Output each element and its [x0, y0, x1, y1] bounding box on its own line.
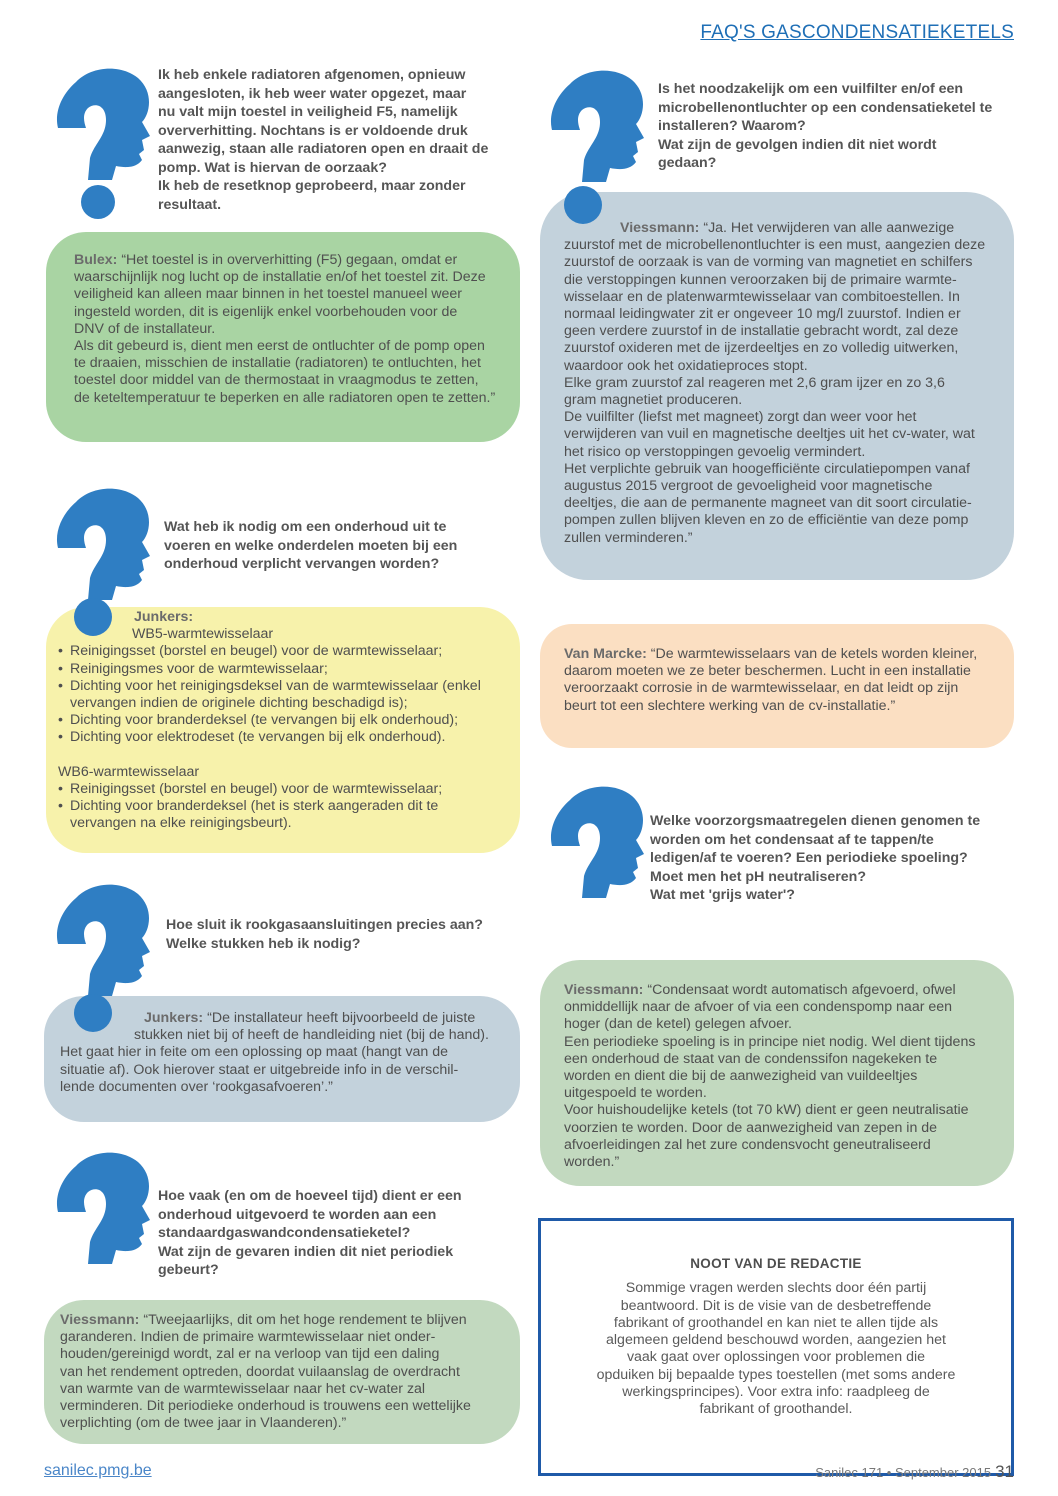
answer-author: Viessmann: [60, 1312, 140, 1328]
question-head-icon [46, 1146, 156, 1306]
answer-line: daarom moeten we ze beter beschermen. Lucht in een installatie [564, 663, 971, 680]
answer-line: “Tweejaarlijks, dit om het hoge rendement te blijven [143, 1312, 467, 1328]
question-3 [166, 916, 516, 953]
answer-line: het risico op verstoppingen gevoelig vermindert. [564, 443, 866, 460]
note-line: opduiken bij bepaalde types toestellen (met soms andere [596, 1366, 956, 1383]
answer-junkers-rookgas-bubble [44, 996, 520, 1122]
list-item: • Reinigingsmes voor de warmtewisselaar; [58, 661, 500, 678]
answer-line: zuurstof oxideren met de ijzerdeeltjes en zo volledig uitwerken, [564, 340, 959, 357]
question-line: standaardgaswandcondensatieketel? [158, 1225, 411, 1241]
footer-site-link[interactable]: sanilec.pmg.be [44, 1462, 152, 1479]
note-line: beantwoord. Dit is de visie van de desbetreffende [620, 1297, 932, 1314]
question-line: Is het noodzakelijk om een vuilfilter en/of een [658, 81, 964, 97]
answer-line: situatie af). Ook hierover staat er uitgebreide info in de verschil- [60, 1061, 459, 1078]
question-line: voeren en welke onderdelen moeten bij een [164, 537, 458, 554]
answer-viessmann-onderhoud-bubble [44, 1300, 520, 1444]
question-line: gebeurt? [158, 1262, 219, 1278]
answer-author: Junkers: [134, 609, 194, 625]
note-line: algemeen geldend beschouwd worden, aangezien het [606, 1332, 946, 1349]
answer-line: onmiddellijk naar de afvoer of via een condenspomp naar een [564, 999, 953, 1016]
answer-line: Het gaat hier in feite om een oplossing op maat (hangt van de [60, 1044, 449, 1061]
question-line: Ik heb de resetknop geprobeerd, maar zonder [158, 178, 466, 194]
answer-line: voorzien te worden. Door de aanwezigheid van zepen in de [564, 1119, 938, 1136]
answer-line: lende documenten over ‘rookgasafvoeren’.” [60, 1078, 333, 1095]
question-1 [158, 66, 528, 214]
question-line: resultaat. [158, 196, 222, 213]
note-line: Sommige vragen werden slechts door één partij [625, 1280, 927, 1297]
footer-issue-text: Sanilec 171 • September 2015 [815, 1465, 992, 1480]
answer-line: verwijderen van vuil en magnetische deeltjes uit het cv-water, wat [564, 426, 975, 443]
question-head-icon [540, 780, 650, 940]
page-number: 31 [995, 1462, 1014, 1481]
answer-line: De vuilfilter (liefst met magneet) zorgt dan weer voor het [564, 409, 917, 426]
answer-line: wisselaar en de platenwarmtewisselaar van combitoestellen. In [564, 288, 960, 305]
answer-line: zuurstof de oorzaak is van de vorming van magnetiet en schilfers [564, 254, 973, 271]
question-line: Hoe sluit ik rookgasaansluitingen precies aan? [166, 917, 483, 933]
question-line: microbellenontluchter op een condensatieketel te [658, 99, 993, 116]
answer-line: een onderhoud de staat van de condenssifon nagekeken te [564, 1050, 938, 1067]
answer-line: zullen verminderen.” [564, 529, 693, 546]
list-item: • Dichting voor branderdeksel (het is sterk aangeraden dit te vervangen na elke reinigingsbeurt). [58, 798, 500, 832]
answer-line: waarschijnlijk nog lucht op de installatie en/of het toestel zit. Deze [74, 269, 486, 286]
question-line: Welke stukken heb ik nodig? [166, 935, 361, 952]
editorial-note-box [538, 1218, 1014, 1476]
question-line: Moet men het pH neutraliseren? [650, 868, 866, 885]
answer-line: veiligheid kan alleen maar binnen in het toestel manueel weer [74, 286, 463, 303]
answer-line: Voor huishoudelijke ketels (tot 70 kW) dient er geen neutralisatie [564, 1102, 969, 1119]
note-line: werkingsprincipes). Voor extra info: raadpleeg de [622, 1384, 930, 1401]
question-line: Hoe vaak (en om de hoeveel tijd) dient er een [158, 1188, 462, 1204]
answer-line: van het rendement optreden, doordat vuilaanslag de overdracht [60, 1363, 460, 1380]
wb6-list [58, 781, 500, 833]
list-item: • Reinigingsset (borstel en beugel) voor de warmtewisselaar; [58, 781, 500, 798]
wb5-list [58, 643, 500, 746]
question-dot-icon [74, 994, 112, 1032]
footer-issue [815, 1462, 1014, 1482]
note-title: NOOT VAN DE REDACTIE [690, 1256, 862, 1271]
answer-line: verminderen. Dit periodieke onderhoud is trouwens een wettelijke [60, 1398, 471, 1415]
answer-line: te draaien, misschien de installatie (radiatoren) te ontluchten, het [74, 355, 481, 372]
wb5-title: WB5-warmtewisselaar [132, 626, 274, 643]
answer-line: deeltjes, die aan de permanente magneet van dit soort circulatie- [564, 495, 972, 512]
answer-line: stukken niet bij of heeft de handleiding niet (bij de hand). [134, 1027, 489, 1044]
question-line: aangesloten, ik heb weer water opgezet, maar [158, 85, 467, 102]
answer-line: ingesteld worden, dit is eigenlijk enkel voorbehouden voor de [74, 303, 458, 320]
answer-line: Elke gram zuurstof zal reageren met 2,6 gram ijzer en zo 3,6 [564, 374, 945, 391]
question-line: ledigen/af te voeren? Een periodieke spoeling? [650, 850, 968, 866]
question-line: worden om het condensaat af te tappen/te [650, 831, 934, 848]
answer-line: “Condensaat wordt automatisch afgevoerd, ofwel [647, 982, 956, 998]
wb6-title: WB6-warmtewisselaar [58, 763, 200, 780]
answer-line: normaal leidingwater zit er ongeveer 10 mg/l zuurstof. Indien er [564, 306, 961, 323]
answer-line: afvoerleidingen zal het zure condensvocht geneutraliseerd [564, 1136, 931, 1153]
question-line: oververhitting. Nochtans is er voldoende druk [158, 122, 468, 139]
answer-author: Bulex: [74, 252, 118, 268]
note-line: fabrikant of groothandel. [699, 1401, 853, 1418]
answer-author: Viessmann: [620, 220, 700, 236]
answer-line: augustus 2015 vergroot de gevoeligheid voor magnetische [564, 478, 933, 495]
question-dot-icon [74, 598, 112, 636]
note-line: vaak gaat over oplossingen voor problemen die [626, 1349, 926, 1366]
answer-line: veroorzaakt corrosie in de warmtewisselaar, en dat leidt op zijn [564, 680, 959, 697]
question-line: gedaan? [658, 155, 717, 171]
answer-author: Junkers: [144, 1010, 204, 1026]
answer-line: “Het toestel is in oververhitting (F5) gegaan, omdat er [121, 252, 458, 268]
question-line: onderhoud verplicht vervangen worden? [164, 556, 440, 572]
answer-line: Het verplichte gebruik van hoogefficiënte circulatiepompen vanaf [564, 460, 970, 477]
answer-line: waardoor ook het oxidatieproces stopt. [564, 357, 808, 374]
answer-line: verplichting (om de twee jaar in Vlaanderen).” [60, 1415, 347, 1432]
answer-line: van warmte van de warmtewisselaar naar het cv-water zal [60, 1380, 426, 1397]
answer-line: geen verdere zuurstof in de installatie gebracht wordt, zal deze [564, 323, 959, 340]
question-line: Wat met 'grijs water'? [650, 887, 795, 903]
answer-line: worden.” [564, 1154, 620, 1171]
question-4 [158, 1187, 508, 1280]
answer-bulex-bubble [46, 232, 520, 442]
question-5 [658, 80, 1018, 173]
answer-line: gram magnetiet produceren. [564, 392, 743, 409]
answer-viessmann-condensaat-bubble [540, 960, 1014, 1186]
answer-line: zuurstof met de microbellenontluchter is een must, aangezien deze [564, 237, 986, 254]
question-6 [650, 812, 1020, 905]
answer-viessmann-vuilfilter-bubble [540, 192, 1014, 580]
question-2 [164, 518, 494, 574]
answer-line: DNV of de installateur. [74, 320, 216, 337]
answer-line: Als dit gebeurd is, dient men eerst de ontluchter of de pomp open [74, 338, 485, 355]
list-item: • Reinigingsset (borstel en beugel) voor de warmtewisselaar; [58, 643, 500, 660]
answer-author: Van Marcke: [564, 646, 647, 662]
question-line: Ik heb enkele radiatoren afgenomen, opnieuw [158, 67, 466, 83]
question-line: Wat heb ik nodig om een onderhoud uit te [164, 519, 447, 535]
question-line: nu valt mijn toestel in veiligheid F5, namelijk [158, 104, 458, 120]
answer-vanmarcke-bubble [540, 624, 1014, 748]
question-line: Wat zijn de gevaren indien dit niet periodiek [158, 1243, 454, 1260]
page-header-title: FAQ'S GASCONDENSATIEKETELS [700, 22, 1014, 43]
question-head-icon [46, 62, 156, 222]
question-line: onderhoud uitgevoerd te worden aan een [158, 1206, 437, 1223]
answer-line: die verstoppingen kunnen veroorzaken bij de primaire warmte- [564, 271, 957, 288]
question-line: Welke voorzorgsmaatregelen dienen genomen te [650, 813, 981, 829]
question-dot-icon [564, 186, 602, 224]
answer-line: beurt tot een slechtere werking van de cv-installatie.” [564, 697, 896, 714]
answer-line: worden en dient die bij de aanwezigheid van vuildeeltjes [564, 1068, 918, 1085]
answer-line: “Ja. Het verwijderen van alle aanwezige [703, 220, 955, 236]
question-line: installeren? Waarom? [658, 118, 806, 134]
answer-line: de keteltemperatuur te beperken en alle radiatoren open te zetten.” [74, 389, 496, 406]
answer-line: toestel door middel van de thermostaat in vraagmodus te zetten, [74, 372, 479, 389]
answer-junkers-bubble [46, 607, 520, 853]
answer-line: “De warmtewisselaars van de ketels worden kleiner, [650, 646, 978, 662]
question-line: pomp. Wat is hiervan de oorzaak? [158, 159, 387, 176]
answer-line: pompen zullen blijven kleven en zo de efficiëntie van deze pomp [564, 512, 969, 529]
question-line: aanwezig, staan alle radiatoren open en draait de [158, 141, 489, 157]
answer-line: Een periodieke spoeling is in principe niet nodig. Wel dient tijdens [564, 1033, 976, 1050]
answer-line: garanderen. Indien de primaire warmtewisselaar niet onder- [60, 1329, 436, 1346]
question-line: Wat zijn de gevolgen indien dit niet wordt [658, 136, 937, 153]
answer-author: Viessmann: [564, 982, 644, 998]
note-line: fabrikant of groothandel en kan niet te allen tijde als [613, 1314, 939, 1331]
answer-line: hoger (dan de ketel) gelegen afvoer. [564, 1016, 792, 1033]
list-item: • Dichting voor branderdeksel (te vervangen bij elk onderhoud); [58, 712, 500, 729]
answer-line: uitgespoeld te worden. [564, 1085, 707, 1102]
answer-line: “De installateur heeft bijvoorbeeld de juiste [207, 1010, 476, 1026]
list-item: • Dichting voor elektrodeset (te vervangen bij elk onderhoud). [58, 729, 500, 746]
list-item: • Dichting voor het reinigingsdeksel van de warmtewisselaar (enkel vervangen indien de originele dichting beschadigd is); [58, 678, 500, 712]
answer-line: houden/gereinigd wordt, zal er na verloop van tijd een daling [60, 1346, 440, 1363]
